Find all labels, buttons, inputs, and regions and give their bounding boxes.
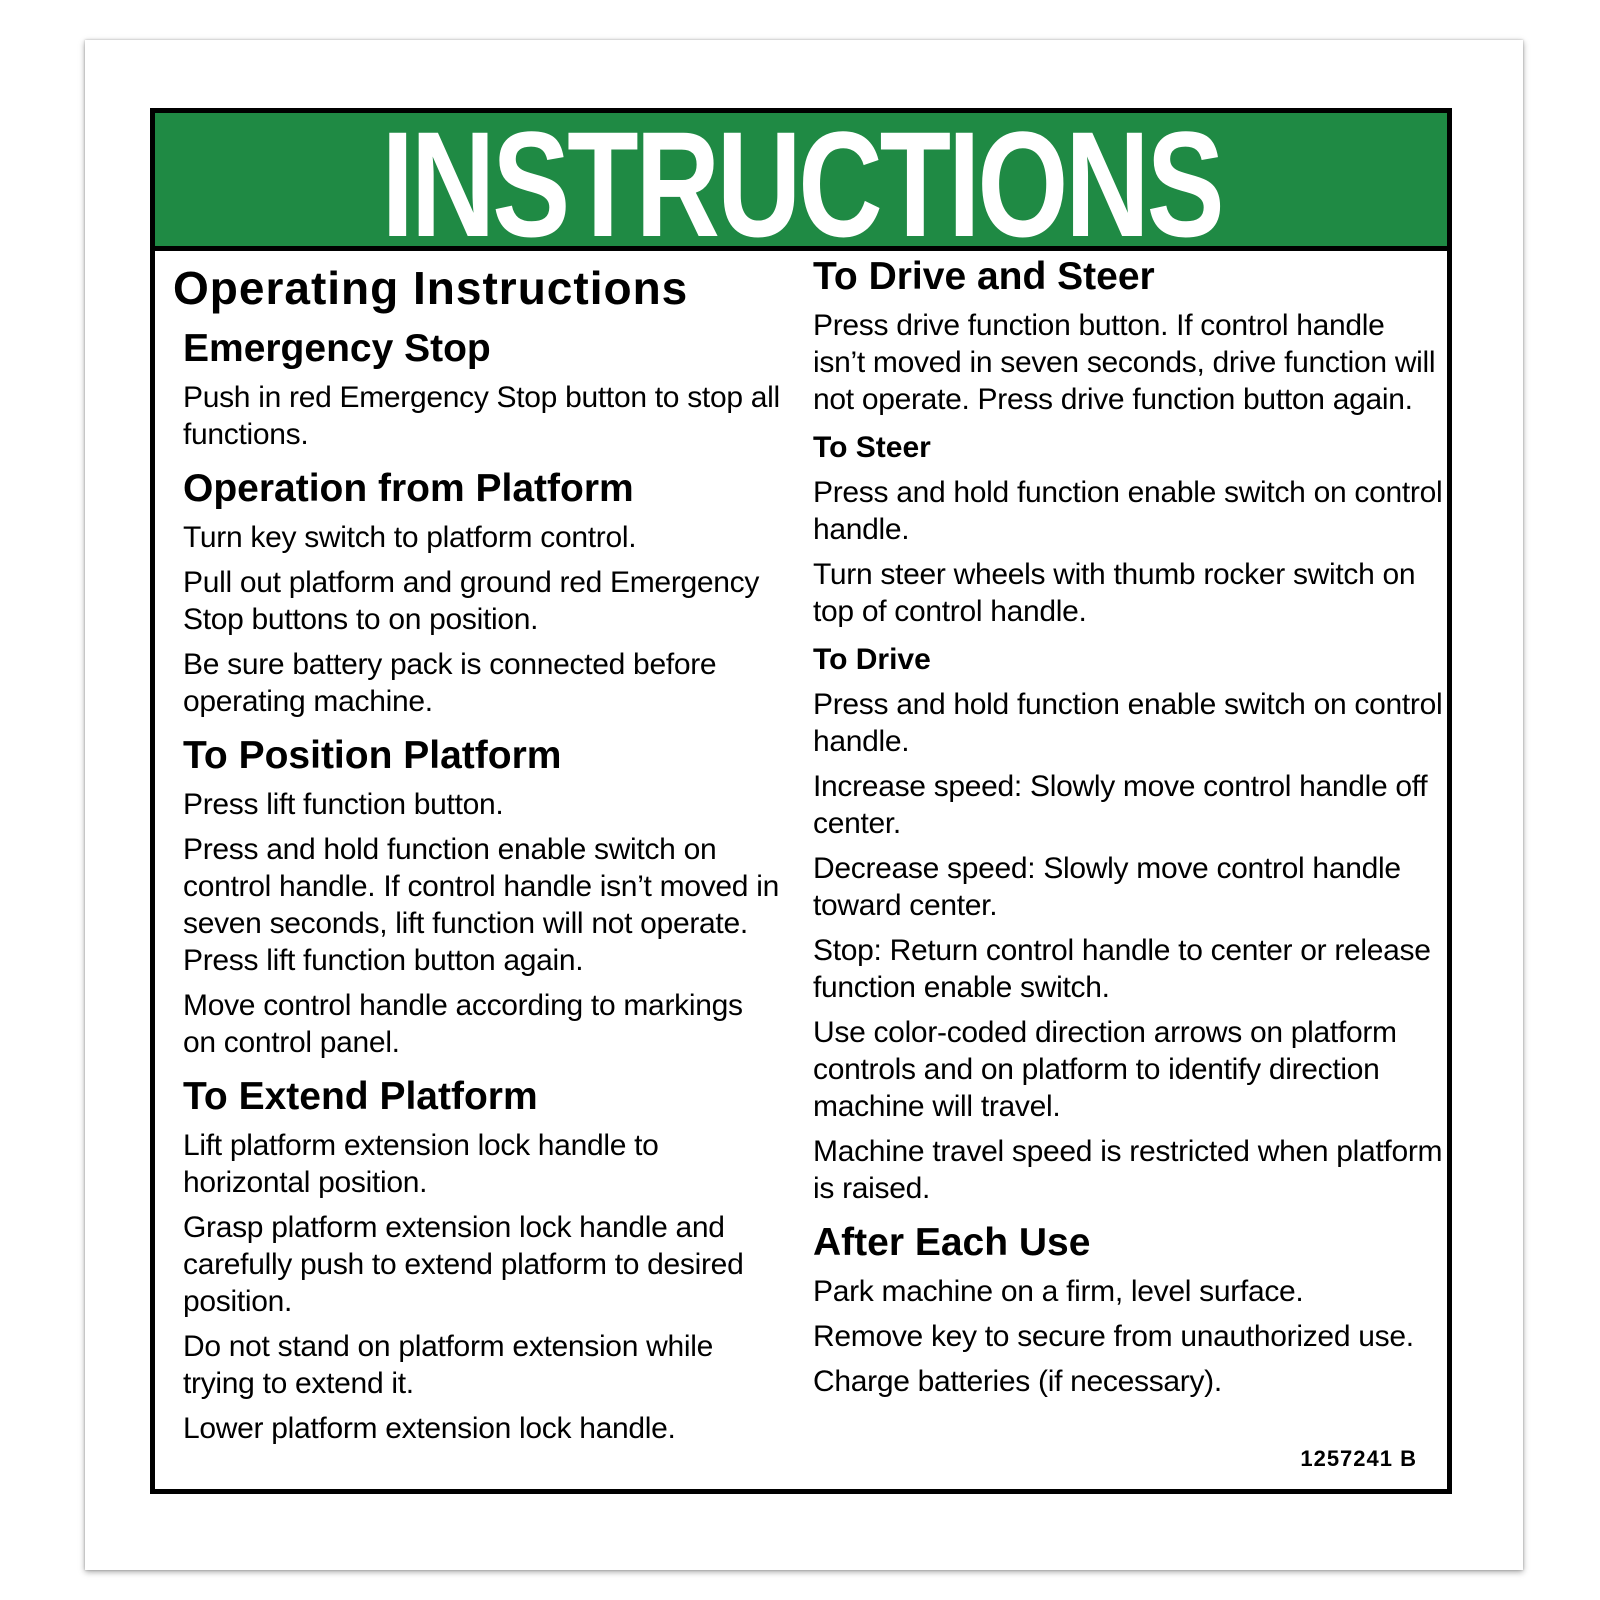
instructions-decal: [150, 108, 1452, 1494]
paragraph: Lower platform extension lock handle.: [183, 1412, 676, 1445]
paragraph: Press and hold function enable switch on control handle.: [813, 688, 1443, 758]
paragraph: Park machine on a firm, level surface.: [813, 1275, 1304, 1308]
paragraph: Press drive function button. If control handle isn’t moved in seven seconds, drive function will not operate. Press drive function button again.: [813, 309, 1436, 416]
paragraph: Do not stand on platform extension while trying to extend it.: [183, 1330, 713, 1400]
paragraph: Press and hold function enable switch on control handle. If control handle isn’t moved in seven seconds, lift function will not operate. Press lift function button again.: [183, 833, 779, 977]
section-emergency-stop-title: Emergency Stop: [183, 327, 491, 370]
part-number: 1257241 B: [1300, 1446, 1417, 1471]
paragraph: Turn key switch to platform control.: [183, 521, 637, 554]
paragraph: Pull out platform and ground red Emergency Stop buttons to on position.: [183, 566, 760, 636]
section-operation-from-platform-title: Operation from Platform: [183, 467, 634, 510]
subsection-to-steer-title: To Steer: [813, 431, 931, 464]
paragraph: Charge batteries (if necessary).: [813, 1365, 1222, 1398]
paragraph: Push in red Emergency Stop button to stop all functions.: [183, 381, 780, 451]
section-to-position-platform-title: To Position Platform: [183, 734, 562, 777]
content-columns: [155, 251, 1447, 1490]
paragraph: Stop: Return control handle to center or release function enable switch.: [813, 934, 1431, 1004]
subsection-to-drive-title: To Drive: [813, 643, 931, 676]
paragraph: Grasp platform extension lock handle and carefully push to extend platform to desired position.: [183, 1211, 744, 1318]
banner-title: INSTRUCTIONS: [380, 113, 1222, 251]
left-column: [173, 251, 783, 1447]
paragraph: Use color-coded direction arrows on platform controls and on platform to identify direction machine will travel.: [813, 1016, 1397, 1123]
paragraph: Press lift function button.: [183, 788, 504, 821]
paragraph: Decrease speed: Slowly move control handle toward center.: [813, 852, 1401, 922]
section-after-each-use-title: After Each Use: [813, 1221, 1091, 1264]
paragraph: Lift platform extension lock handle to horizontal position.: [183, 1129, 659, 1199]
paragraph: Move control handle according to markings on control panel.: [183, 989, 743, 1059]
section-drive-and-steer-title: To Drive and Steer: [813, 255, 1155, 298]
title-banner: [155, 113, 1447, 251]
paragraph: Remove key to secure from unauthorized use.: [813, 1320, 1414, 1353]
operating-instructions-heading: Operating Instructions: [173, 262, 689, 314]
section-to-extend-platform-title: To Extend Platform: [183, 1075, 538, 1118]
paragraph: Increase speed: Slowly move control handle off center.: [813, 770, 1428, 840]
right-column: [813, 251, 1443, 1400]
paragraph: Be sure battery pack is connected before operating machine.: [183, 648, 717, 718]
paragraph: Turn steer wheels with thumb rocker switch on top of control handle.: [813, 558, 1416, 628]
paragraph: Press and hold function enable switch on control handle.: [813, 476, 1443, 546]
paragraph: Machine travel speed is restricted when platform is raised.: [813, 1135, 1443, 1205]
